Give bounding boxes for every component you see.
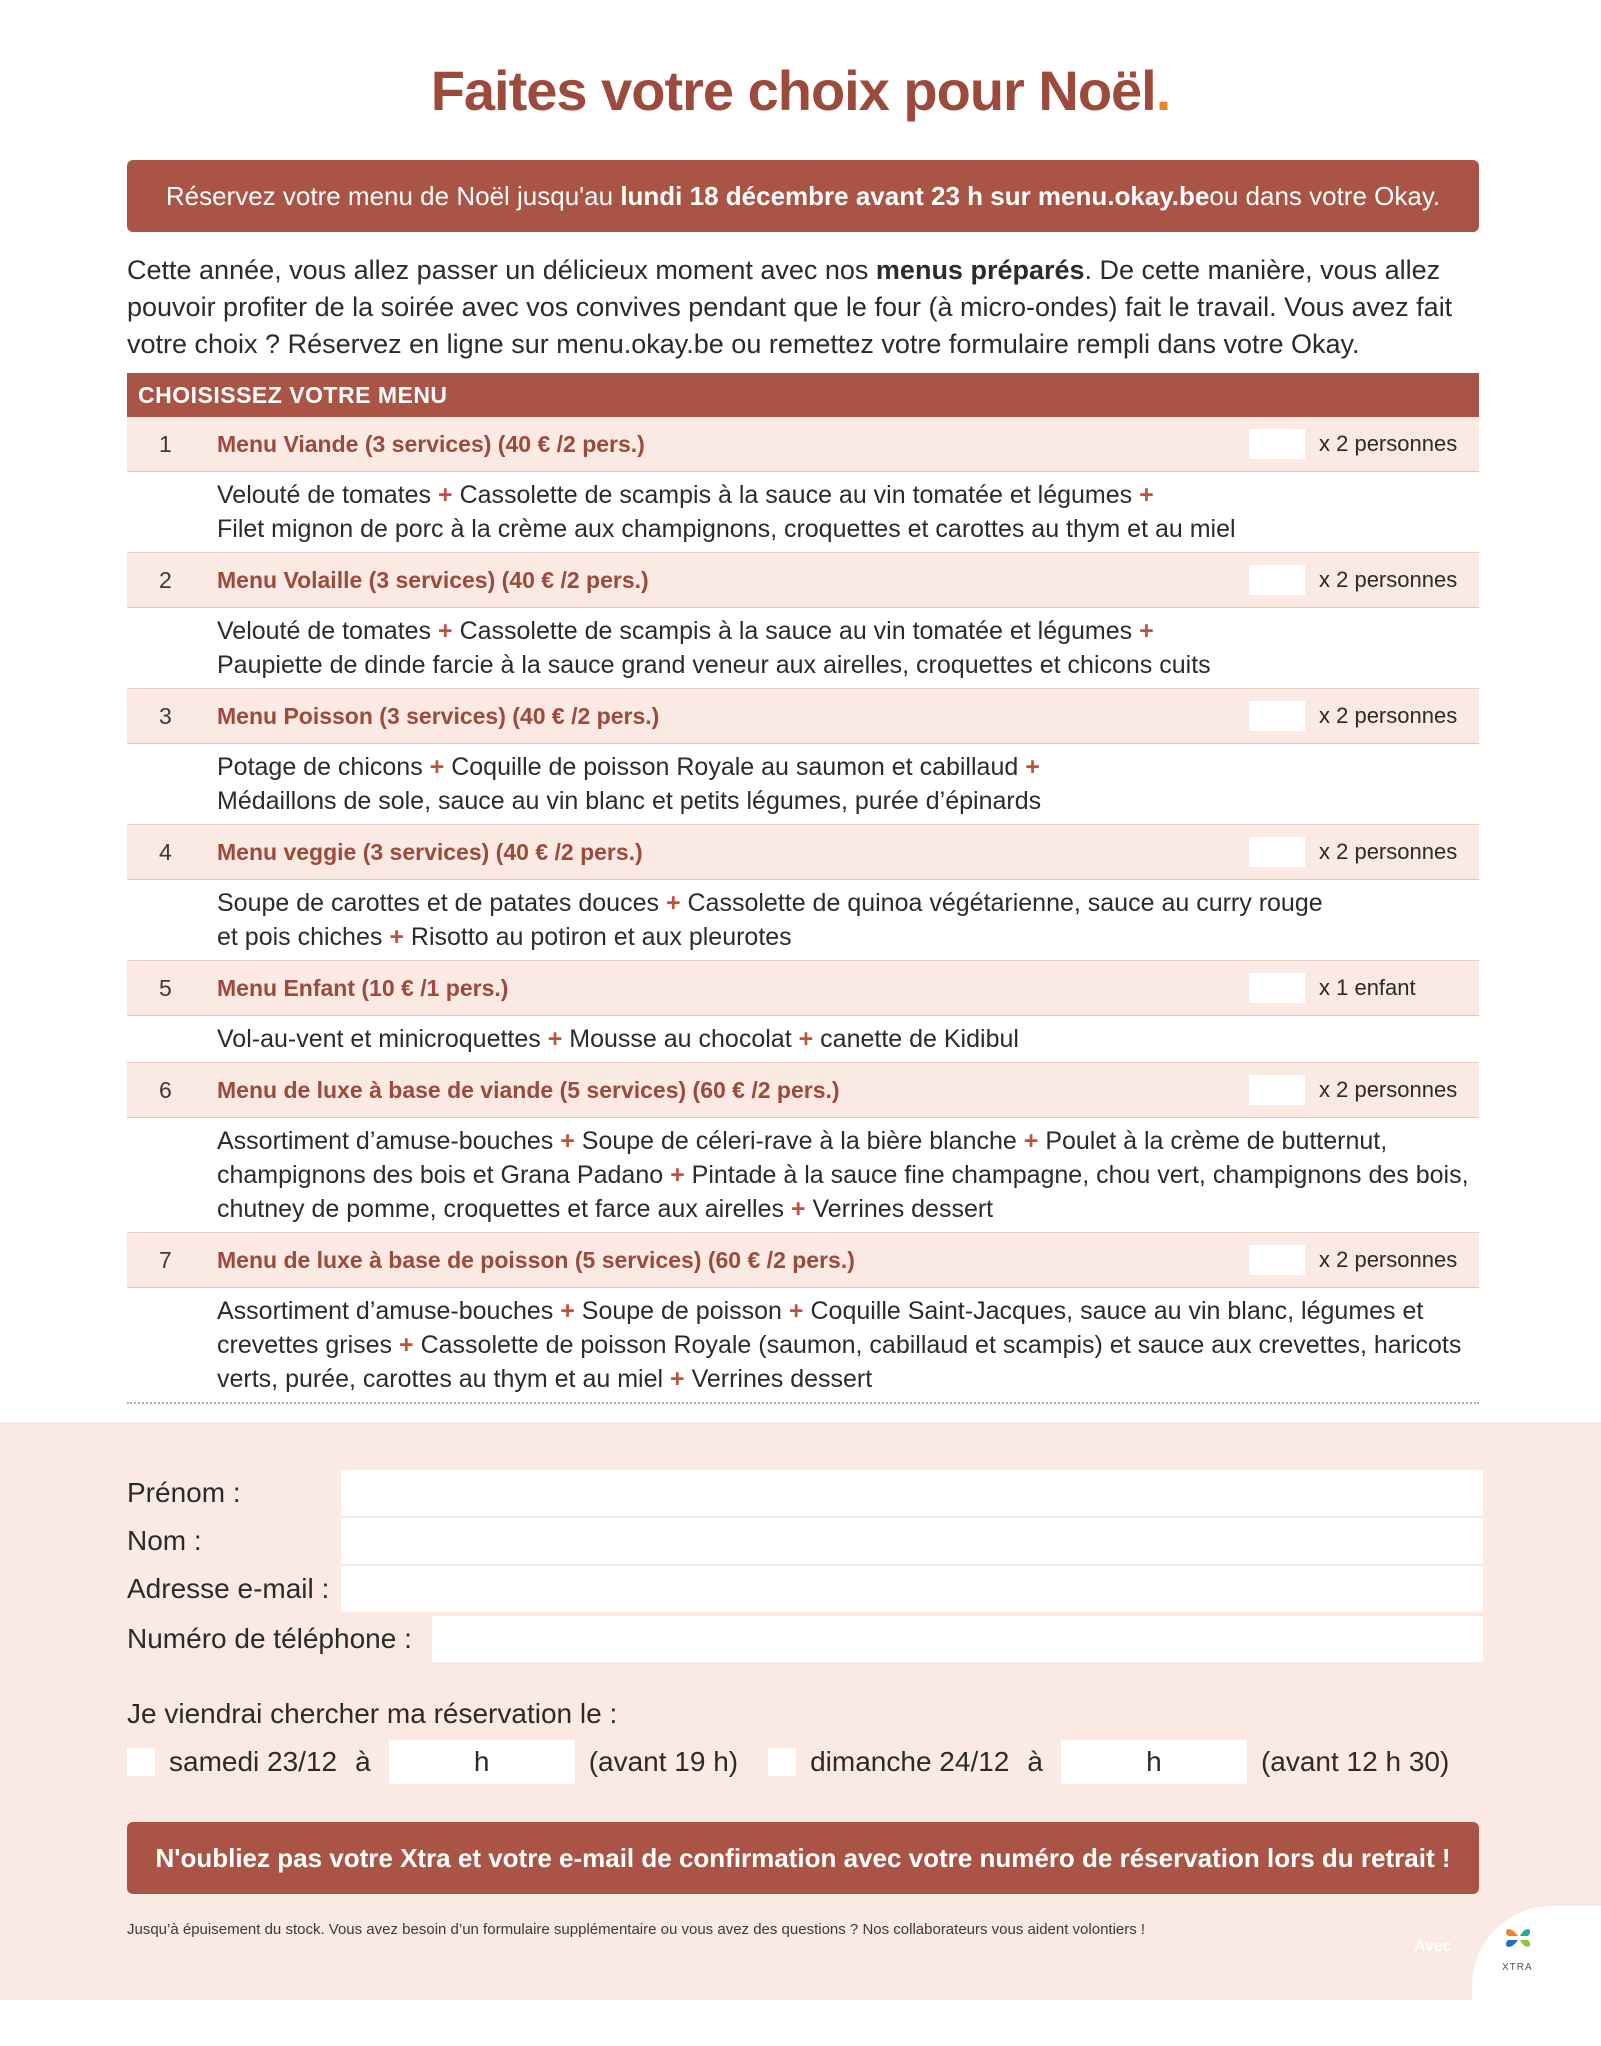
quantity-label: x 2 personnes bbox=[1319, 839, 1458, 864]
menu-number: 6 bbox=[159, 1076, 172, 1103]
menu-description-line bbox=[217, 1294, 1479, 1328]
menu-number: 7 bbox=[159, 1246, 172, 1273]
menu-item bbox=[127, 1063, 1479, 1233]
menu-section-header: CHOISISSEZ VOTRE MENU bbox=[127, 373, 1479, 417]
menu-row bbox=[127, 825, 1479, 880]
menu-description-line bbox=[217, 614, 1479, 648]
plus-icon: + bbox=[438, 481, 453, 509]
plus-icon: + bbox=[1025, 753, 1040, 781]
quantity-input[interactable] bbox=[1249, 1245, 1305, 1275]
menu-title: Menu de luxe à base de poisson (5 services) bbox=[217, 1246, 702, 1273]
menu-price: (40 € /2 pers.) bbox=[491, 430, 645, 457]
dish-text: Cassolette de poisson Royale (saumon, cabillaud et scampis) et sauce aux crevettes, haricots bbox=[420, 1331, 1462, 1359]
dish-text: Risotto au potiron et aux pleurotes bbox=[410, 923, 792, 951]
dish-text: Mousse au chocolat bbox=[569, 1025, 792, 1053]
menu-row bbox=[127, 1063, 1479, 1118]
dish-text: et pois chiches bbox=[217, 923, 383, 951]
nom-label: Nom : bbox=[127, 1525, 202, 1556]
menu-item bbox=[127, 1233, 1479, 1404]
dish-text: Velouté de tomates bbox=[217, 481, 432, 509]
menu-name bbox=[217, 567, 1249, 594]
email-label: Adresse e-mail : bbox=[127, 1573, 330, 1604]
menu-price: (40 € /2 pers.) bbox=[489, 838, 643, 865]
menu-price: (60 € /2 pers.) bbox=[701, 1246, 855, 1273]
dish-text: Soupe de céleri-rave à la bière blanche bbox=[581, 1127, 1017, 1155]
plus-icon: + bbox=[670, 1365, 685, 1393]
menu-name bbox=[217, 1247, 1249, 1274]
menu-number: 3 bbox=[159, 702, 172, 729]
phone-row bbox=[127, 1616, 1483, 1662]
plus-icon: + bbox=[547, 1025, 563, 1053]
plus-icon: + bbox=[399, 1331, 414, 1359]
quantity-label: x 1 enfant bbox=[1319, 975, 1416, 1000]
menu-description-line bbox=[217, 1192, 1479, 1226]
menu-description-line bbox=[217, 512, 1479, 546]
menu-title: Menu Volaille (3 services) bbox=[217, 566, 496, 593]
email-input[interactable] bbox=[341, 1566, 1483, 1612]
menu-price: (40 € /2 pers.) bbox=[495, 566, 649, 593]
dish-text: Verrines dessert bbox=[691, 1365, 873, 1393]
plus-icon: + bbox=[670, 1161, 685, 1189]
quantity-label: x 2 personnes bbox=[1319, 703, 1458, 728]
dish-text: Potage de chicons bbox=[217, 753, 423, 781]
saturday-a: à bbox=[355, 1746, 371, 1777]
menu-description-line bbox=[217, 750, 1479, 784]
plus-icon: + bbox=[790, 1195, 806, 1223]
menu-row bbox=[127, 1233, 1479, 1288]
pickup-label: Je viendrai chercher ma réservation le : bbox=[127, 1698, 618, 1729]
quantity-label: x 2 personnes bbox=[1319, 1247, 1458, 1272]
quantity-input[interactable] bbox=[1249, 973, 1305, 1003]
menu-item bbox=[127, 689, 1479, 825]
sunday-a: à bbox=[1027, 1746, 1043, 1777]
pickup-notice-banner: N'oubliez pas votre Xtra et votre e-mail de confirmation avec votre numéro de réservation lors du retrait ! bbox=[127, 1822, 1479, 1894]
sunday-checkbox[interactable] bbox=[768, 1748, 796, 1776]
banner-text-post: ou dans votre Okay. bbox=[1209, 180, 1441, 211]
dish-text: Soupe de poisson bbox=[581, 1297, 782, 1325]
intro-bold: menus préparés bbox=[875, 255, 1085, 285]
menu-price: (60 € /2 pers.) bbox=[686, 1076, 840, 1103]
dish-text: Médaillons de sole, sauce au vin blanc et petits légumes, purée d’épinards bbox=[217, 787, 1042, 815]
footnote: Jusqu’à épuisement du stock. Vous avez besoin d’un formulaire supplémentaire ou vous avez des questions ? Nos collaborateurs vous aident volontiers ! bbox=[127, 1921, 1146, 1938]
menu-description bbox=[127, 744, 1479, 824]
page-title: Faites votre choix pour Noël. bbox=[430, 59, 1171, 122]
menu-description-line bbox=[217, 1362, 1479, 1396]
dish-text: Coquille Saint-Jacques, sauce au vin blanc, légumes et bbox=[810, 1297, 1424, 1325]
menu-description bbox=[127, 1288, 1479, 1402]
menu-description bbox=[127, 880, 1479, 960]
menu-item bbox=[127, 825, 1479, 961]
dish-text: Velouté de tomates bbox=[217, 617, 432, 645]
quantity-input[interactable] bbox=[1249, 701, 1305, 731]
menu-description-line bbox=[217, 1124, 1479, 1158]
dish-text: Soupe de carottes et de patates douces bbox=[217, 889, 659, 917]
menu-name bbox=[217, 703, 1249, 730]
dish-text: chutney de pomme, croquettes et farce aux airelles bbox=[217, 1195, 784, 1223]
plus-icon: + bbox=[1139, 617, 1154, 645]
saturday-checkbox[interactable] bbox=[127, 1748, 155, 1776]
dish-text: Cassolette de scampis à la sauce au vin tomatée et légumes bbox=[459, 481, 1133, 509]
quantity-label: x 2 personnes bbox=[1319, 1077, 1458, 1102]
menu-number: 1 bbox=[159, 430, 172, 457]
saturday-label: samedi 23/12 bbox=[169, 1746, 338, 1777]
menu-description-line bbox=[217, 478, 1479, 512]
saturday-h: h bbox=[473, 1746, 490, 1777]
dish-text: Vol-au-vent et minicroquettes bbox=[217, 1025, 541, 1053]
dish-text: crevettes grises bbox=[217, 1331, 393, 1359]
menu-row bbox=[127, 961, 1479, 1016]
intro-paragraph: Cette année, vous allez passer un délicieux moment avec nos menus préparés. De cette manière, vous allez pouvoir profiter de la soirée avec vos convives pendant que le four (à micro-ondes) fait le travail. Vous avez fait votre choix ? Réservez en ligne sur menu.okay.be ou remettez votre formulaire rempli dans votre Okay. bbox=[127, 255, 1453, 359]
menu-description bbox=[127, 472, 1479, 552]
email-row bbox=[127, 1566, 1483, 1612]
menu-title: Menu Enfant bbox=[217, 974, 355, 1001]
menu-row bbox=[127, 417, 1479, 472]
plus-icon: + bbox=[389, 923, 404, 951]
menu-name bbox=[217, 431, 1249, 458]
dish-text: Verrines dessert bbox=[812, 1195, 994, 1223]
xtra-logo-icon bbox=[1500, 1920, 1536, 1956]
plus-icon: + bbox=[560, 1127, 575, 1155]
reservation-banner bbox=[127, 160, 1479, 232]
prenom-label: Prénom : bbox=[127, 1477, 241, 1508]
plus-icon: + bbox=[788, 1297, 804, 1325]
dish-text: Pintade à la sauce fine champagne, chou vert, champignons des bois, bbox=[691, 1161, 1469, 1189]
menu-item bbox=[127, 417, 1479, 553]
menu-row bbox=[127, 689, 1479, 744]
xtra-wordmark: XTRA bbox=[1502, 1962, 1533, 1973]
sunday-time-input[interactable] bbox=[1061, 1740, 1247, 1784]
dish-text: Coquille de poisson Royale au saumon et cabillaud bbox=[451, 753, 1019, 781]
title-dot: . bbox=[1155, 59, 1171, 122]
phone-input[interactable] bbox=[432, 1616, 1483, 1662]
menu-description-line bbox=[217, 920, 1479, 954]
menu-name bbox=[217, 975, 1249, 1002]
menu-title: Menu de luxe à base de viande (5 services) bbox=[217, 1076, 687, 1103]
quantity-label: x 2 personnes bbox=[1319, 567, 1458, 592]
menu-description-line bbox=[217, 784, 1479, 818]
menu-title: Menu Poisson (3 services) bbox=[217, 702, 506, 729]
avec-label: Avec bbox=[1414, 1938, 1452, 1955]
prenom-row bbox=[127, 1470, 1483, 1516]
menu-description-line bbox=[217, 1158, 1479, 1192]
quantity-label: x 2 personnes bbox=[1319, 431, 1458, 456]
menu-title: Menu veggie (3 services) bbox=[217, 838, 490, 865]
dish-text: Paupiette de dinde farcie à la sauce grand veneur aux airelles, croquettes et chicons cuits bbox=[217, 651, 1211, 679]
phone-label: Numéro de téléphone : bbox=[127, 1623, 412, 1654]
menu-number: 2 bbox=[159, 566, 172, 593]
menu-price: (10 € /1 pers.) bbox=[355, 974, 509, 1001]
banner-text-pre: Réservez votre menu de Noël jusqu'au bbox=[165, 180, 614, 211]
menu-title: Menu Viande (3 services) bbox=[217, 430, 492, 457]
menu-list bbox=[127, 417, 1479, 1404]
menu-name bbox=[217, 839, 1249, 866]
menu-description-line bbox=[217, 648, 1479, 682]
dish-text: Assortiment d’amuse-bouches bbox=[217, 1127, 554, 1155]
plus-icon: + bbox=[560, 1297, 575, 1325]
menu-item bbox=[127, 961, 1479, 1063]
menu-number: 5 bbox=[159, 974, 172, 1001]
dish-text: canette de Kidibul bbox=[820, 1025, 1019, 1053]
prenom-input[interactable] bbox=[341, 1470, 1483, 1516]
dish-text: champignons des bois et Grana Padano bbox=[217, 1161, 664, 1189]
dish-text: verts, purée, carottes au thym et au miel bbox=[217, 1365, 664, 1393]
menu-description bbox=[127, 1016, 1479, 1062]
dish-text: Assortiment d’amuse-bouches bbox=[217, 1297, 554, 1325]
menu-price: (40 € /2 pers.) bbox=[505, 702, 660, 729]
plus-icon: + bbox=[429, 753, 445, 781]
quantity-input[interactable] bbox=[1249, 837, 1305, 867]
saturday-note: (avant 19 h) bbox=[588, 1746, 739, 1777]
plus-icon: + bbox=[1139, 481, 1154, 509]
pickup-row bbox=[127, 1740, 1449, 1784]
dish-text: Cassolette de scampis à la sauce au vin tomatée et légumes bbox=[459, 617, 1133, 645]
menu-name bbox=[217, 1077, 1249, 1104]
quantity-input[interactable] bbox=[1249, 565, 1305, 595]
sunday-h: h bbox=[1146, 1746, 1162, 1777]
dish-text: Filet mignon de porc à la crème aux champignons, croquettes et carottes au thym et au miel bbox=[217, 515, 1236, 543]
menu-description bbox=[127, 608, 1479, 688]
menu-description-line bbox=[217, 1022, 1479, 1056]
nom-row bbox=[127, 1518, 1483, 1564]
dish-text: Poulet à la crème de butternut, bbox=[1045, 1127, 1388, 1155]
quantity-input[interactable] bbox=[1249, 429, 1305, 459]
dish-text: Cassolette de quinoa végétarienne, sauce au curry rouge bbox=[687, 889, 1323, 917]
menu-item bbox=[127, 553, 1479, 689]
plus-icon: + bbox=[438, 617, 453, 645]
nom-input[interactable] bbox=[341, 1518, 1483, 1564]
menu-number: 4 bbox=[159, 838, 172, 865]
plus-icon: + bbox=[798, 1025, 814, 1053]
quantity-input[interactable] bbox=[1249, 1075, 1305, 1105]
menu-description bbox=[127, 1118, 1479, 1232]
banner-text-bold: lundi 18 décembre avant 23 h sur menu.okay.be bbox=[620, 180, 1210, 211]
menu-description-line bbox=[217, 1328, 1479, 1362]
sunday-note: (avant 12 h 30) bbox=[1260, 1746, 1450, 1777]
sunday-label: dimanche 24/12 bbox=[810, 1746, 1010, 1777]
plus-icon: + bbox=[665, 889, 681, 917]
plus-icon: + bbox=[1023, 1127, 1039, 1155]
menu-description-line bbox=[217, 886, 1479, 920]
menu-row bbox=[127, 553, 1479, 608]
saturday-time-input[interactable] bbox=[389, 1740, 575, 1784]
